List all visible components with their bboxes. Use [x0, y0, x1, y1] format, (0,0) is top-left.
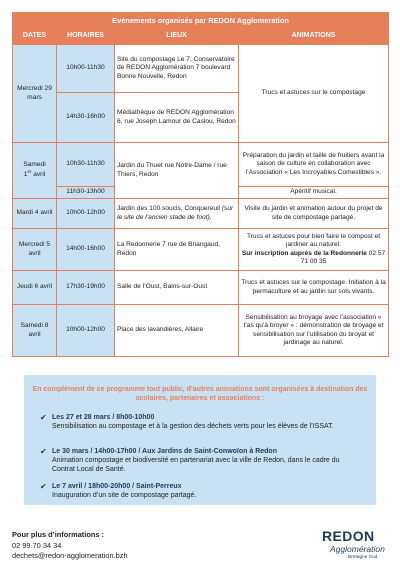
list-item-text: Animation compostage et biodiversité en partenariat avec la ville de Redon, dans le cadre du Contrat Local de Santé.	[52, 457, 340, 474]
date-number: 1	[23, 171, 28, 179]
table-row	[13, 305, 389, 357]
header-dates: DATES	[13, 29, 57, 45]
panel-intro: En complément de ce programme tout public, d’autres animations sont organisées à destination des scolaires, partenaires et associations :	[32, 386, 368, 403]
list-item	[40, 413, 362, 431]
animation-text: Trucs et astuces pour bien faire le compost et jardiner au naturel.	[246, 232, 381, 249]
hour-cell: 14h00-16h00	[57, 229, 115, 271]
place-cell: Salle de l’Oust, Bains-sur-Oust	[115, 271, 239, 305]
animation-cell: Sensibilisation au broyage avec l’association « t’as qu’à broyer » : démonstration de broyage et sensibilisation sur l’utilisation du broyat et jardinage au naturel.	[239, 305, 389, 357]
contact-block	[12, 530, 128, 562]
place-cell	[115, 199, 239, 229]
header-horaires: HORAIRES	[57, 29, 115, 45]
table-row	[13, 45, 389, 93]
place-note: (sur le site de l’ancien stade de foot).	[117, 205, 234, 221]
place-cell: Médiathèque de REDON Agglomération 6, rue Joseph Lamour de Caslou, Redon	[115, 93, 239, 143]
animation-cell	[239, 229, 389, 271]
table-row	[13, 229, 389, 271]
place-cell: Place des lavandières, Allaire	[115, 305, 239, 357]
hour-cell: 10h30-11h30	[57, 143, 115, 187]
events-table	[12, 12, 389, 357]
list-item-title: Le 7 avril / 18h00-20h00 / Saint-Perreux	[52, 483, 182, 490]
check-icon: ✔	[40, 413, 47, 422]
date-month: avril	[31, 171, 46, 179]
header-animations: ANIMATIONS	[239, 29, 389, 45]
partner-events-panel	[24, 375, 376, 505]
list-item-title: Les 27 et 28 mars / 8h00-10h00	[52, 414, 155, 421]
animation-cell: Préparation du jardin et taille de fruitiers avant la saison de culture en collaboration avec l’Association « Les Incroyables Comestibles ».	[239, 143, 389, 187]
list-item-text: Inauguration d’un site de compostage partagé.	[52, 492, 197, 500]
place-main: Jardin des 100 soucis, Conquereuil	[117, 205, 222, 213]
list-item-text: Sensibilisation au compostage et à la gestion des déchets verts pour les élèves de l’ISSAT.	[52, 423, 334, 431]
date-cell: Mercredi 29 mars	[13, 45, 57, 143]
hour-cell: 10h00-12h00	[57, 199, 115, 229]
date-day: Samedi	[23, 160, 46, 168]
table-title: Evènements organisés par REDON Agglomeration	[13, 13, 389, 29]
hour-cell: 10h00-11h30	[57, 45, 115, 93]
place-cell: La Redonnerie 7 rue de Briangaud, Redon	[115, 229, 239, 271]
contact-email[interactable]: dechets@redon-agglomeration.bzh	[12, 551, 128, 561]
date-cell: Jeudi 6 avril	[13, 271, 57, 305]
animation-cell: Trucs et astuces sur le compostage	[239, 45, 389, 143]
place-cell: Site du compostage Le 7, Conservatoire de REDON Agglomération 7 boulevard Bonne Nouvelle, Redon	[115, 45, 239, 93]
table-row	[13, 199, 389, 229]
place-cell: Jardin du Thuet rue Notre-Dame / rue Thiers, Redon	[115, 143, 239, 199]
events-table-wrapper	[12, 12, 388, 357]
date-cell	[13, 143, 57, 199]
date-cell: Mardi 4 avril	[13, 199, 57, 229]
animation-cell: Trucs et astuces sur le compostage. Initiation à la permaculture et au jardin sur sols vivants.	[239, 271, 389, 305]
date-cell: Mercredi 5 avril	[13, 229, 57, 271]
header-lieux: LIEUX	[115, 29, 239, 45]
date-suffix: er	[27, 169, 32, 175]
table-row	[13, 271, 389, 305]
registration-note: Sur inscription auprès de la Redonnerie	[241, 249, 367, 257]
hour-cell: 10h00-12h00	[57, 305, 115, 357]
date-cell: Samedi 8 avril	[13, 305, 57, 357]
check-icon: ✔	[40, 482, 47, 491]
redon-logo	[322, 528, 388, 564]
logo-word: REDON	[322, 528, 375, 544]
contact-phone[interactable]: 02 99 70 34 34	[12, 540, 62, 550]
logo-subtitle: Agglomération	[330, 544, 385, 554]
animation-cell: Visite du jardin et animation autour du projet de site de compostage partagé.	[239, 199, 389, 229]
hour-cell: 11h30-13h00	[57, 187, 115, 199]
check-icon: ✔	[40, 447, 47, 456]
contact-label: Pour plus d’informations :	[12, 530, 104, 539]
list-item-title: Le 30 mars / 14h00-17h00 / Aux Jardins de Saint-Conwoïon à Redon	[52, 448, 277, 455]
table-row	[13, 143, 389, 187]
registration-phone: 02 57 71 00 35	[300, 249, 386, 265]
list-item	[40, 482, 362, 500]
hour-cell: 14h30-16h00	[57, 93, 115, 143]
hour-cell: 17h30-19h00	[57, 271, 115, 305]
list-item	[40, 447, 362, 474]
logo-region: Bretagne Sud	[348, 555, 378, 560]
animation-cell: Apéritif musical.	[239, 187, 389, 199]
